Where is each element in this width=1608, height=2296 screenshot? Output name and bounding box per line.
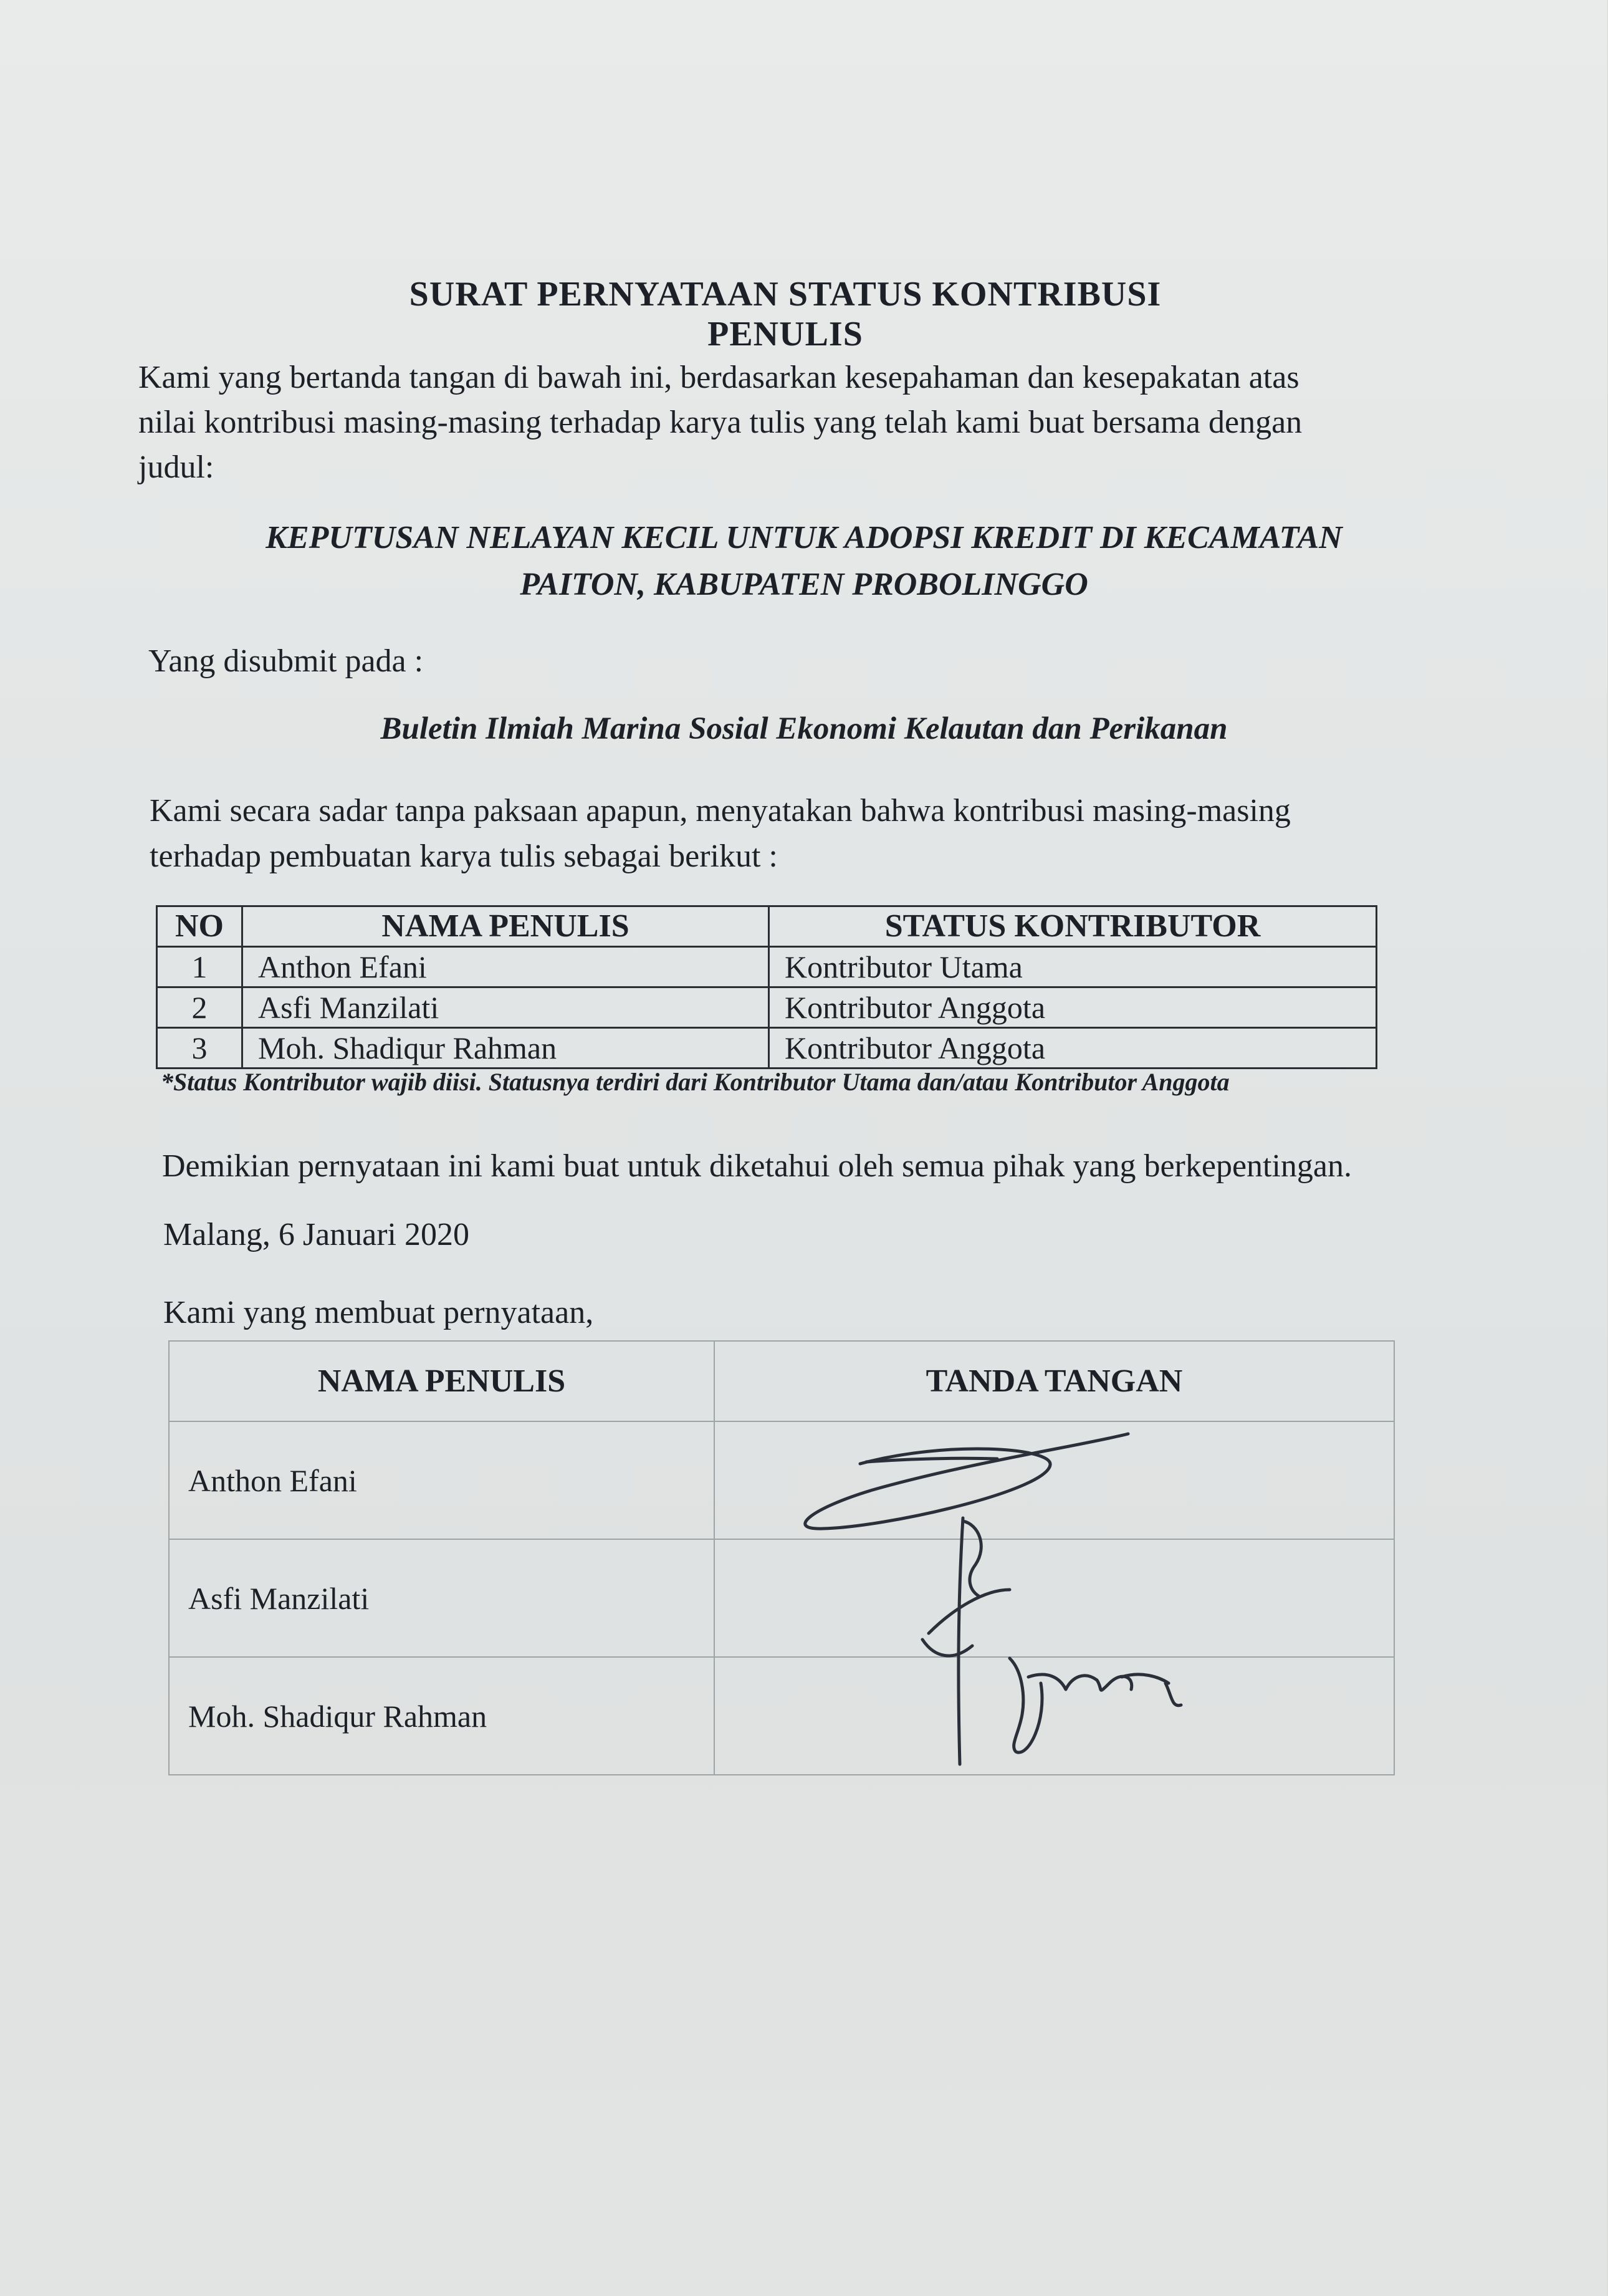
row-status: Kontributor Utama (769, 947, 1377, 987)
row-name: Moh. Shadiqur Rahman (242, 1028, 769, 1069)
paper-title-line-1: KEPUTUSAN NELAYAN KECIL UNTUK ADOPSI KREDIT DI KECAMATAN (266, 520, 1342, 555)
header-status-kontributor: STATUS KONTRIBUTOR (769, 906, 1377, 947)
row-no: 2 (157, 987, 242, 1028)
row-status: Kontributor Anggota (769, 987, 1377, 1028)
signer-name: Asfi Manzilati (169, 1539, 714, 1657)
signer-name: Anthon Efani (169, 1421, 714, 1539)
row-name: Asfi Manzilati (242, 987, 769, 1028)
closing-statement: Demikian pernyataan ini kami buat untuk diketahui oleh semua pihak yang berkepentingan. (162, 1148, 1352, 1184)
header-tanda-tangan: TANDA TANGAN (714, 1341, 1394, 1421)
signature-1 (805, 1434, 1128, 1529)
header-nama-penulis: NAMA PENULIS (169, 1341, 714, 1421)
signer-name: Moh. Shadiqur Rahman (169, 1657, 714, 1775)
submitted-label: Yang disubmit pada : (148, 643, 424, 679)
statement-line-2: terhadap pembuatan karya tulis sebagai berikut : (150, 838, 778, 874)
contributor-note: *Status Kontributor wajib diisi. Statusnya terdiri dari Kontributor Utama dan/atau Kontributor Anggota (161, 1068, 1230, 1096)
paper-title-line-2: PAITON, KABUPATEN PROBOLINGGO (520, 567, 1088, 602)
row-no: 3 (157, 1028, 242, 1069)
header-no: NO (157, 906, 242, 947)
document-title: SURAT PERNYATAAN STATUS KONTRIBUSI PENULIS (409, 275, 1162, 353)
statement-line-1: Kami secara sadar tanpa paksaan apapun, menyatakan bahwa kontribusi masing-masing (150, 793, 1291, 829)
row-name: Anthon Efani (242, 947, 769, 987)
intro-line-3: judul: (138, 449, 214, 485)
place-date: Malang, 6 Januari 2020 (163, 1217, 470, 1252)
signature-3 (1010, 1658, 1181, 1752)
intro-line-2: nilai kontribusi masing-masing terhadap karya tulis yang telah kami buat bersama dengan (138, 405, 1303, 440)
intro-line-1: Kami yang bertanda tangan di bawah ini, berdasarkan kesepahaman dan kesepakatan atas (138, 360, 1299, 395)
row-status: Kontributor Anggota (769, 1028, 1377, 1069)
row-no: 1 (157, 947, 242, 987)
signature-2 (922, 1518, 1010, 1764)
header-nama-penulis: NAMA PENULIS (242, 906, 769, 947)
journal-name: Buletin Ilmiah Marina Sosial Ekonomi Kelautan dan Perikanan (380, 711, 1228, 746)
signers-label: Kami yang membuat pernyataan, (163, 1295, 594, 1330)
